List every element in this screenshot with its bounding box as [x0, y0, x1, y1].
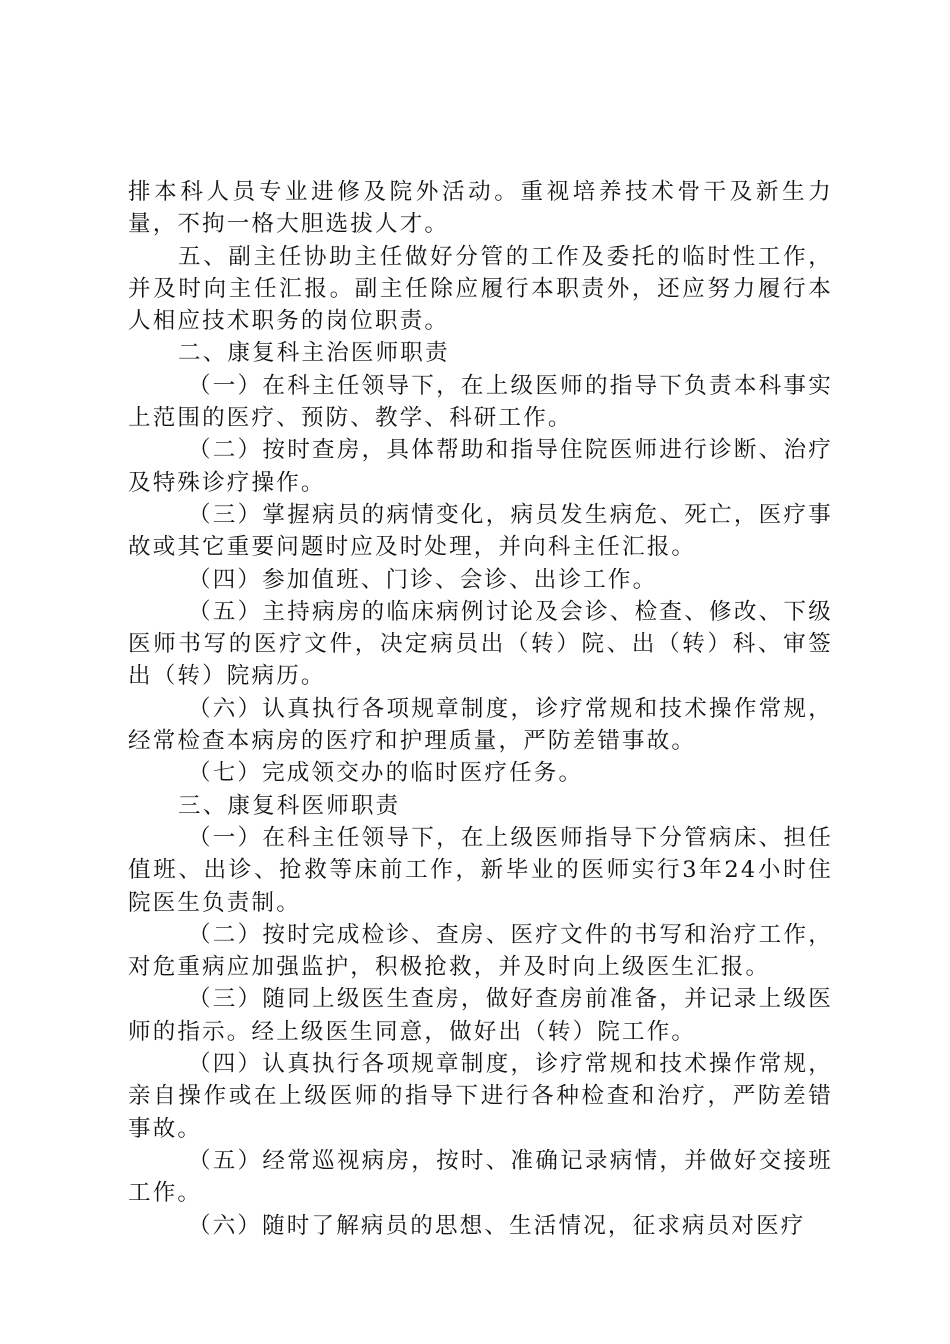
- paragraph: （七）完成领交办的临时医疗任务。: [188, 760, 584, 787]
- paragraph: （一）在科主任领导下，在上级医师的指导下负责本科事实上范围的医疗、预防、教学、科研工作。: [128, 372, 833, 432]
- paragraph: （二）按时查房，具体帮助和指导住院医师进行诊断、治疗及特殊诊疗操作。: [128, 437, 833, 496]
- paragraph: （五）经常巡视病房，按时、准确记录病情，并做好交接班工作。: [128, 1147, 833, 1207]
- paragraph: （五）主持病房的临床病例讨论及会诊、检查、修改、下级医师书写的医疗文件，决定病员出（转）院、出（转）科、审签出（转）院病历。: [128, 598, 833, 690]
- paragraph: （二）按时完成检诊、查房、医疗文件的书写和治疗工作，对危重病应加强监护，积极抢救，并及时向上级医生汇报。: [128, 921, 833, 981]
- paragraph: （三）掌握病员的病情变化，病员发生病危、死亡，医疗事故或其它重要问题时应及时处理，并向科主任汇报。: [128, 501, 833, 561]
- section-heading: 二、康复科主治医师职责: [178, 340, 450, 367]
- document-body: [128, 176, 833, 1242]
- paragraph: （四）参加值班、门诊、会诊、出诊工作。: [188, 566, 658, 593]
- paragraph: （一）在科主任领导下，在上级医师指导下分管病床、担任值班、出诊、抢救等床前工作，新毕业的医师实行3年24小时住院医生负责制。: [128, 824, 833, 916]
- paragraph: （四）认真执行各项规章制度，诊疗常规和技术操作常规，亲自操作或在上级医师的指导下进行各种检查和治疗，严防差错事故。: [128, 1051, 833, 1142]
- paragraph: （六）认真执行各项规章制度，诊疗常规和技术操作常规，经常检查本病房的医疗和护理质量，严防差错事故。: [128, 695, 833, 755]
- paragraph: 排本科人员专业进修及院外活动。重视培养技术骨干及新生力量，不拘一格大胆选拔人才。: [128, 179, 833, 238]
- paragraph: （六）随时了解病员的思想、生活情况，征求病员对医疗: [188, 1212, 806, 1239]
- section-heading: 三、康复科医师职责: [178, 792, 401, 819]
- paragraph: 五、副主任协助主任做好分管的工作及委托的临时性工作，并及时向主任汇报。副主任除应履行本职责外，还应努力履行本人相应技术职务的岗位职责。: [128, 243, 833, 335]
- paragraph: （三）随同上级医生查房，做好查房前准备，并记录上级医师的指示。经上级医生同意，做好出（转）院工作。: [128, 986, 833, 1045]
